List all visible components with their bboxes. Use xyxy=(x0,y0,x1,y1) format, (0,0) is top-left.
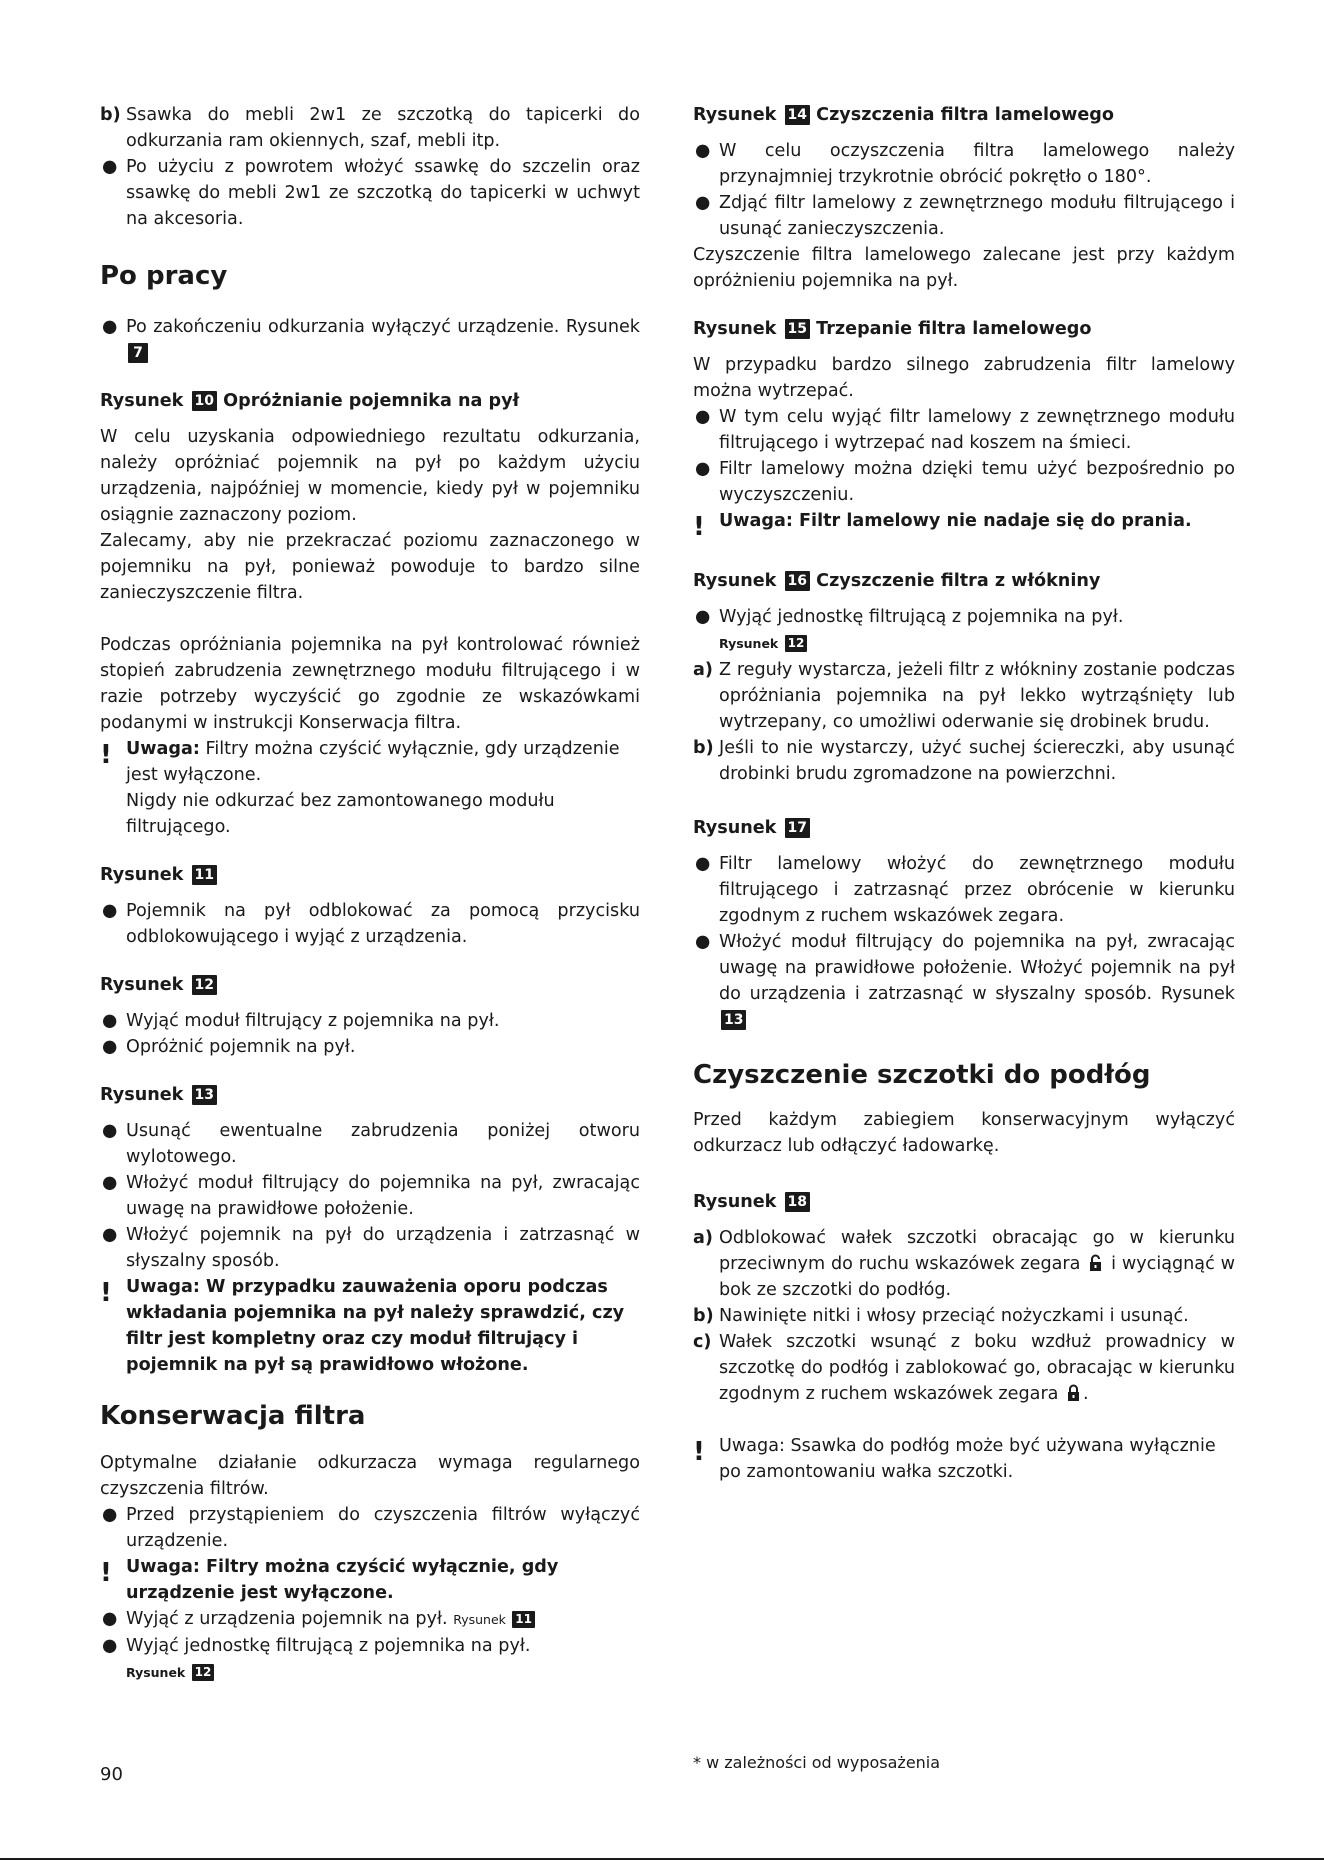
warning-icon: ! xyxy=(693,1437,705,1467)
bullet-text: Filtr lamelowy można dzięki temu użyć bezpośrednio po wyczyszczeniu. xyxy=(719,459,1235,505)
heading-rysunek-17: Rysunek 17 xyxy=(693,815,1235,841)
bullet-item xyxy=(693,851,1235,929)
list-item-b xyxy=(693,735,1235,787)
figure-badge: 14 xyxy=(785,105,810,125)
figure-badge: 12 xyxy=(192,975,217,995)
bullet-item xyxy=(100,1606,640,1633)
warning-icon: ! xyxy=(100,1558,112,1588)
figure-reference: Rysunek 12 xyxy=(126,1665,214,1680)
bullet-icon: ● xyxy=(695,459,711,479)
figure-badge: 17 xyxy=(785,818,810,838)
footnote: * w zależności od wyposażenia xyxy=(693,1753,941,1772)
bullet-text: Po użyciu z powrotem włożyć ssawkę do szczelin oraz ssawkę do mebli 2w1 ze szczotką do tapicerki w uchwyt na akcesoria. xyxy=(126,157,640,229)
list-item-b xyxy=(100,102,640,154)
paragraph: Czyszczenie filtra lamelowego zalecane jest przy każdym opróżnieniu pojemnika na pył. xyxy=(693,245,1235,291)
paragraph: W celu uzyskania odpowiedniego rezultatu odkurzania, należy opróżniać pojemnik na pył po każdym użyciu urządzenia, najpóźniej w momencie, kiedy pył w pojemniku osiągnie zaznaczony poziom. xyxy=(100,427,640,525)
bullet-icon: ● xyxy=(102,1225,118,1245)
item-marker: a) xyxy=(693,1228,713,1248)
item-marker: b) xyxy=(693,1306,714,1326)
bullet-icon: ● xyxy=(695,854,711,874)
bullet-text: Filtr lamelowy włożyć do zewnętrznego modułu filtrującego i zatrzasnąć przez obrócenie w kierunku zgodnym z ruchem wskazówek zegara. xyxy=(719,854,1235,926)
item-text: Jeśli to nie wystarczy, użyć suchej ściereczki, aby usunąć drobinki brudu zgromadzone na powierzchni. xyxy=(719,738,1235,784)
bullet-icon: ● xyxy=(695,141,711,161)
warning-note xyxy=(100,736,640,840)
bullet-item xyxy=(693,456,1235,508)
figure-badge: 15 xyxy=(785,319,810,339)
figure-badge: 11 xyxy=(512,1611,535,1628)
bullet-text: W celu oczyszczenia filtra lamelowego należy przynajmniej trzykrotnie obrócić pokrętło o 180°. xyxy=(719,141,1235,187)
bullet-item xyxy=(693,929,1235,1033)
bullet-item xyxy=(100,1170,640,1222)
warning-icon: ! xyxy=(100,740,112,770)
figure-badge: 18 xyxy=(785,1192,810,1212)
figure-badge: 12 xyxy=(785,635,808,652)
item-text: Odblokować wałek szczotki obracając go w kierunku przeciwnym do ruchu wskazówek zegara i wyciągnąć w bok ze szczotki do podłóg. xyxy=(719,1228,1235,1300)
page-number: 90 xyxy=(100,1764,123,1785)
warning-icon: ! xyxy=(693,512,705,542)
bullet-item xyxy=(100,1008,640,1034)
heading-rysunek-12: Rysunek 12 xyxy=(100,972,640,998)
heading-konserwacja: Konserwacja filtra xyxy=(100,1401,366,1431)
bullet-text: Zdjąć filtr lamelowy z zewnętrznego modułu filtrującego i usunąć zanieczyszczenia. xyxy=(719,193,1235,239)
bullet-item xyxy=(100,154,640,232)
figure-badge: 13 xyxy=(721,1010,746,1030)
heading-rysunek-14: Rysunek 14 Czyszczenia filtra lamelowego xyxy=(693,105,1114,125)
bullet-icon: ● xyxy=(102,317,118,337)
figure-reference: Rysunek 11 xyxy=(453,1612,535,1627)
bullet-item xyxy=(693,604,1235,657)
bullet-icon: ● xyxy=(102,1609,118,1629)
paragraph: Optymalne działanie odkurzacza wymaga regularnego czyszczenia filtrów. xyxy=(100,1453,640,1499)
bullet-item xyxy=(100,1633,640,1686)
bullet-item xyxy=(100,1118,640,1170)
list-item-c xyxy=(693,1329,1235,1407)
bullet-icon: ● xyxy=(102,1173,118,1193)
item-marker: b) xyxy=(100,105,121,125)
bullet-icon: ● xyxy=(102,1505,118,1525)
bottom-rule xyxy=(0,1858,1324,1860)
bullet-icon: ● xyxy=(102,901,118,921)
bullet-item xyxy=(693,404,1235,456)
bullet-item xyxy=(100,1222,640,1274)
list-item-b xyxy=(693,1303,1235,1329)
heading-czyszczenie-szczotki: Czyszczenie szczotki do podłóg xyxy=(693,1060,1151,1090)
heading-rysunek-11: Rysunek 11 xyxy=(100,862,640,888)
item-text: Z reguły wystarcza, jeżeli filtr z włókniny zostanie podczas opróżniania pojemnika na pył lekko wytrząśnięty lub wytrzepany, co umożliwi oderwanie się drobinek brudu. xyxy=(719,660,1235,732)
bullet-icon: ● xyxy=(102,1011,118,1031)
item-marker: a) xyxy=(693,660,713,680)
heading-rysunek-16: Rysunek 16 Czyszczenie filtra z włókniny xyxy=(693,571,1101,591)
bullet-icon: ● xyxy=(695,407,711,427)
figure-badge: 12 xyxy=(192,1664,215,1681)
warning-text: Uwaga: Ssawka do podłóg może być używana wyłącznie po zamontowaniu wałka szczotki. xyxy=(719,1436,1216,1482)
left-column xyxy=(100,102,640,1686)
bullet-text: Opróżnić pojemnik na pył. xyxy=(126,1037,356,1057)
bullet-item xyxy=(100,1034,640,1060)
bullet-text: W tym celu wyjąć filtr lamelowy z zewnętrznego modułu filtrującego i wytrzepać nad koszem na śmieci. xyxy=(719,407,1235,453)
heading-rysunek-10: Rysunek 10 Opróżnianie pojemnika na pył xyxy=(100,391,520,411)
bullet-text: Wyjąć jednostkę filtrującą z pojemnika na pył. Rysunek 12 xyxy=(126,1636,531,1680)
warning-note xyxy=(100,1554,640,1606)
paragraph: Zalecamy, aby nie przekraczać poziomu zaznaczonego w pojemniku na pył, ponieważ powoduje to bardzo silne zanieczyszczenie filtra. xyxy=(100,531,640,603)
item-text: Wałek szczotki wsunąć z boku wzdłuż prowadnicy w szczotkę do podłóg i zablokować go, obracając w kierunku zgodnym z ruchem wskazówek zegara . xyxy=(719,1332,1235,1404)
figure-badge: 10 xyxy=(192,391,217,411)
heading-rysunek-18: Rysunek 18 xyxy=(693,1189,1235,1215)
bullet-icon: ● xyxy=(695,932,711,952)
figure-badge: 13 xyxy=(192,1085,217,1105)
warning-note xyxy=(693,508,1235,542)
bullet-item xyxy=(693,190,1235,242)
bullet-icon: ● xyxy=(102,1037,118,1057)
paragraph: W przypadku bardzo silnego zabrudzenia filtr lamelowy można wytrzepać. xyxy=(693,355,1235,401)
bullet-text: Pojemnik na pył odblokować za pomocą przycisku odblokowującego i wyjąć z urządzenia. xyxy=(126,901,640,947)
bullet-item xyxy=(100,898,640,950)
bullet-text: Wyjąć z urządzenia pojemnik na pył. Rysunek 11 xyxy=(126,1606,640,1633)
bullet-text: Przed przystąpieniem do czyszczenia filtrów wyłączyć urządzenie. xyxy=(126,1505,640,1551)
figure-badge: 11 xyxy=(192,865,217,885)
warning-text: Uwaga: W przypadku zauważenia oporu podczas wkładania pojemnika na pył należy sprawdzić, czy filtr jest kompletny oraz czy moduł filtrujący i pojemnik na pył są prawidłowo włożone. xyxy=(126,1277,625,1375)
bullet-icon: ● xyxy=(102,1121,118,1141)
bullet-text: Wyjąć moduł filtrujący z pojemnika na pył. xyxy=(126,1011,500,1031)
heading-po-pracy: Po pracy xyxy=(100,261,228,291)
warning-text: Uwaga: Filtry można czyścić wyłącznie, gdy urządzenie jest wyłączone. xyxy=(126,1557,559,1603)
warning-text: Uwaga: Filtr lamelowy nie nadaje się do prania. xyxy=(719,511,1192,531)
bullet-item xyxy=(100,314,640,366)
item-marker: c) xyxy=(693,1332,712,1352)
paragraph: Podczas opróżniania pojemnika na pył kontrolować również stopień zabrudzenia zewnętrznego modułu filtrującego i w razie potrzeby wyczyścić go zgodnie ze wskazówkami podanymi w instrukcji Konserwacja filtra. xyxy=(100,635,640,733)
paragraph: Przed każdym zabiegiem konserwacyjnym wyłączyć odkurzacz lub odłączyć ładowarkę. xyxy=(693,1110,1235,1156)
bullet-icon: ● xyxy=(102,157,118,177)
bullet-text: Usunąć ewentualne zabrudzenia poniżej otworu wylotowego. xyxy=(126,1121,640,1167)
bullet-icon: ● xyxy=(695,193,711,213)
bullet-text: Wyjąć jednostkę filtrującą z pojemnika na pył. Rysunek 12 xyxy=(719,607,1124,651)
figure-badge: 16 xyxy=(785,571,810,591)
bullet-text: Włożyć pojemnik na pył do urządzenia i zatrzasnąć w słyszalny sposób. xyxy=(126,1225,640,1271)
bullet-text: Włożyć moduł filtrujący do pojemnika na pył, zwracając uwagę na prawidłowe położenie. Włożyć pojemnik na pył do urządzenia i zatrzasnąć w słyszalny sposób. Rysunek 13 xyxy=(719,932,1235,1028)
warning-note xyxy=(100,1274,640,1378)
bullet-icon: ● xyxy=(102,1636,118,1656)
figure-badge: 7 xyxy=(128,343,148,363)
warning-text: Uwaga: Filtry można czyścić wyłącznie, gdy urządzenie jest wyłączone. Nigdy nie odkurzać bez zamontowanego modułu filtrującego. xyxy=(126,739,620,837)
right-column xyxy=(693,102,1235,1485)
warning-note xyxy=(693,1433,1235,1485)
list-item-a xyxy=(693,1225,1235,1303)
heading-rysunek-15: Rysunek 15 Trzepanie filtra lamelowego xyxy=(693,319,1092,339)
bullet-item xyxy=(693,138,1235,190)
list-item-a xyxy=(693,657,1235,735)
item-text: Ssawka do mebli 2w1 ze szczotką do tapicerki do odkurzania ram okiennych, szaf, mebli itp. xyxy=(126,105,640,151)
unlock-icon xyxy=(1089,1254,1102,1272)
lock-icon xyxy=(1067,1384,1080,1402)
figure-reference: Rysunek 12 xyxy=(719,636,807,651)
bullet-text: Po zakończeniu odkurzania wyłączyć urządzenie. Rysunek 7 xyxy=(126,317,640,361)
heading-rysunek-13: Rysunek 13 xyxy=(100,1082,640,1108)
warning-icon: ! xyxy=(100,1278,112,1308)
item-text: Nawinięte nitki i włosy przeciąć nożyczkami i usunąć. xyxy=(719,1306,1189,1326)
item-marker: b) xyxy=(693,738,714,758)
bullet-text: Włożyć moduł filtrujący do pojemnika na pył, zwracając uwagę na prawidłowe położenie. xyxy=(126,1173,640,1219)
bullet-item xyxy=(100,1502,640,1554)
bullet-icon: ● xyxy=(695,607,711,627)
